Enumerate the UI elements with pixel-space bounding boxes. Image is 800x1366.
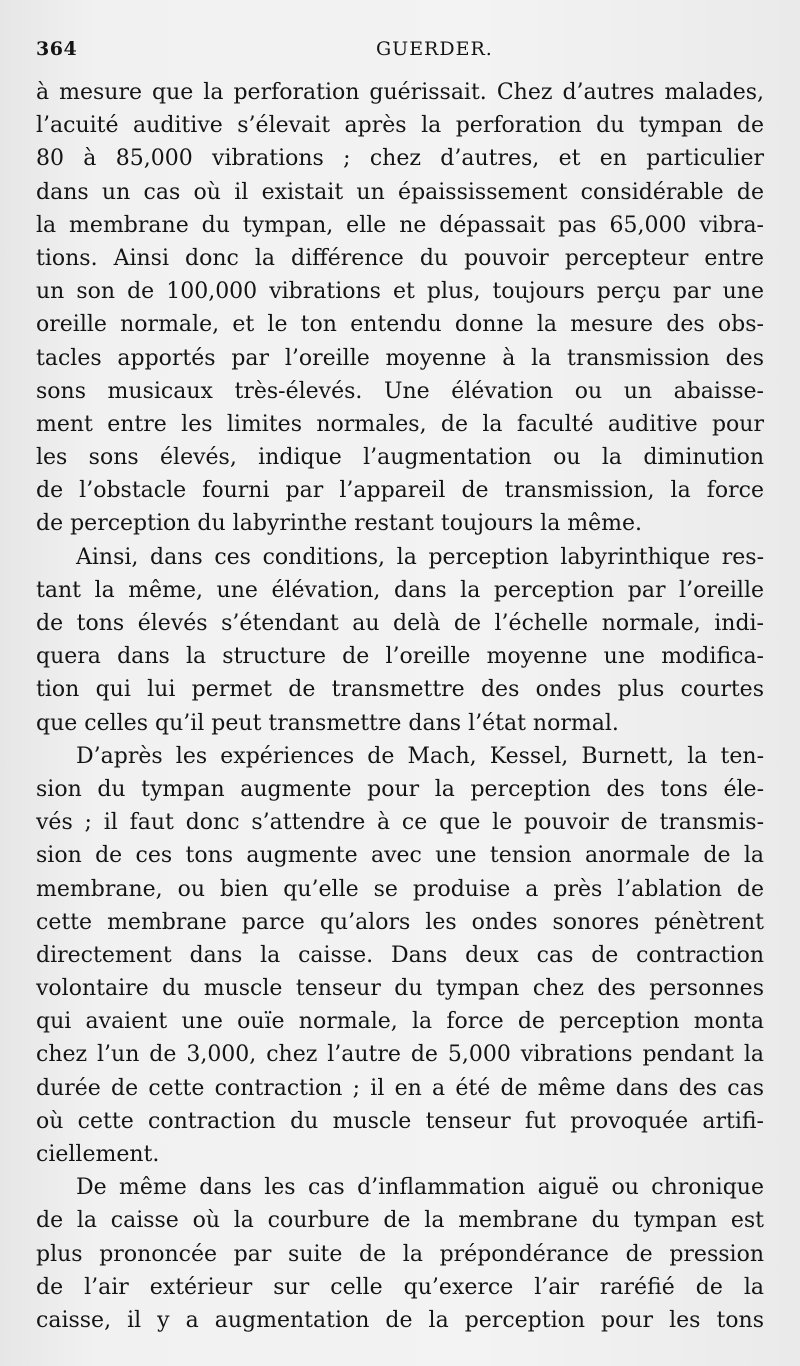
- text-line: tions. Ainsi donc la différence du pouvoir percepteur entre: [36, 245, 764, 271]
- text-line: de l’obstacle fourni par l’appareil de transmission, la force: [36, 478, 764, 504]
- text-line: volontaire du muscle tenseur du tympan chez des personnes: [36, 976, 764, 1002]
- text-line: tant la même, une élévation, dans la perception par l’oreille: [36, 577, 764, 603]
- text-line: tion qui lui permet de transmettre des ondes plus courtes: [36, 677, 764, 703]
- text-line: caisse, il y a augmentation de la perception pour les tons: [36, 1307, 764, 1333]
- body-text: [36, 76, 764, 1337]
- text-line: oreille normale, et le ton entendu donne la mesure des obs-: [36, 312, 764, 338]
- text-line: de l’air extérieur sur celle qu’exerce l’air raréfié de la: [36, 1274, 764, 1300]
- text-line: D’après les expériences de Mach, Kessel, Burnett, la ten-: [76, 743, 764, 769]
- text-line: que celles qu’il peut transmettre dans l’état normal.: [36, 710, 619, 736]
- running-head: GUERDER.: [376, 38, 493, 60]
- text-line: ciellement.: [36, 1142, 160, 1167]
- text-line: quera dans la structure de l’oreille moyenne une modifica-: [36, 644, 764, 670]
- text-line: sion du tympan augmente pour la perception des tons éle-: [36, 776, 764, 802]
- text-line: sion de ces tons augmente avec une tension anormale de la: [36, 843, 764, 869]
- text-line: de la caisse où la courbure de la membrane du tympan est: [36, 1208, 764, 1234]
- text-line: de perception du labyrinthe restant toujours la même.: [36, 511, 643, 537]
- text-line: à mesure que la perforation guérissait. Chez d’autres malades,: [36, 80, 764, 105]
- text-line: membrane, ou bien qu’elle se produise a près l’ablation de: [36, 876, 764, 902]
- text-line: De même dans les cas d’inflammation aiguë ou chronique: [76, 1175, 764, 1201]
- text-line: un son de 100,000 vibrations et plus, toujours perçu par une: [36, 279, 764, 305]
- text-line: chez l’un de 3,000, chez l’autre de 5,000 vibrations pendant la: [36, 1042, 764, 1068]
- page-number: 364: [36, 38, 78, 60]
- text-line: cette membrane parce qu’alors les ondes sonores pénètrent: [36, 909, 764, 935]
- text-line: l’acuité auditive s’élevait après la perforation du tympan de: [36, 113, 764, 139]
- text-line: qui avaient une ouïe normale, la force de perception monta: [36, 1009, 764, 1035]
- text-line: 80 à 85,000 vibrations ; chez d’autres, et en particulier: [36, 146, 764, 172]
- text-line: les sons élevés, indique l’augmentation ou la diminution: [36, 445, 764, 471]
- text-line: ment entre les limites normales, de la faculté auditive pour: [36, 411, 764, 437]
- page-header: [36, 30, 756, 70]
- text-line: durée de cette contraction ; il en a été de même dans des cas: [36, 1075, 764, 1101]
- text-line: tacles apportés par l’oreille moyenne à la transmission des: [36, 345, 764, 371]
- text-line: vés ; il faut donc s’attendre à ce que le pouvoir de transmis-: [36, 810, 764, 836]
- text-line: où cette contraction du muscle tenseur fut provoquée artifi-: [36, 1108, 764, 1134]
- text-line: la membrane du tympan, elle ne dépassait pas 65,000 vibra-: [36, 212, 764, 238]
- text-line: de tons élevés s’étendant au delà de l’échelle normale, indi-: [36, 611, 764, 636]
- text-line: Ainsi, dans ces conditions, la perception labyrinthique res-: [76, 544, 764, 570]
- text-line: plus prononcée par suite de la prépondérance de pression: [36, 1241, 764, 1267]
- text-line: directement dans la caisse. Dans deux cas de contraction: [36, 942, 764, 968]
- text-line: sons musicaux très-élevés. Une élévation ou un abaisse-: [36, 378, 764, 404]
- text-line: dans un cas où il existait un épaississement considérable de: [36, 179, 764, 205]
